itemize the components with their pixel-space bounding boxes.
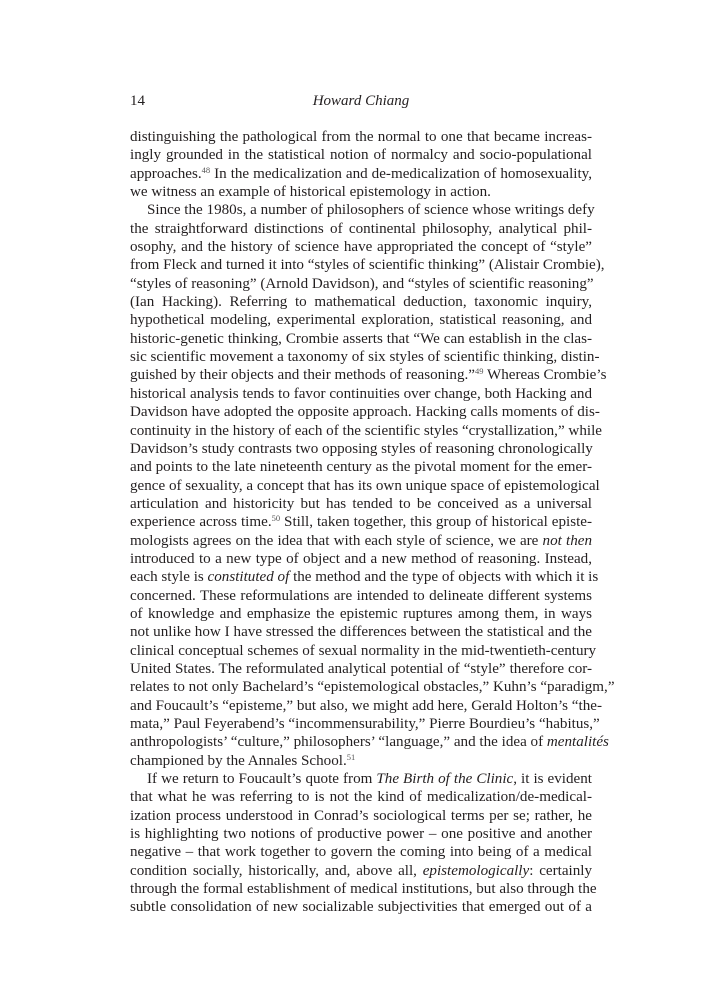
italic-text: The Birth of the Clinic [376,771,514,788]
text-line [130,128,592,146]
footnote-ref: 49 [474,366,484,377]
text-segment: continuity in the history of each of the scientific styles “crystallization,” while [130,422,602,439]
text-segment: mologists agrees on the idea that with each style of science, we are [130,532,543,549]
footnote-ref: 51 [346,751,356,762]
text-line [130,238,592,256]
text-line [130,348,600,366]
text-line [130,550,592,568]
text-segment: articulation and historicity but has tended to be conceived as a universal [130,495,592,512]
text-segment: and points to the late nineteenth century as the pivotal moment for the emer- [130,459,592,476]
text-line [130,220,592,238]
text-line [130,770,592,788]
text-segment: clinical conceptual schemes of sexual normality in the mid-twentieth-century [130,642,597,659]
text-segment: the method and the type of objects with which it is [289,569,599,586]
footnote-ref: 50 [271,513,281,524]
text-segment: (Ian Hacking). Referring to mathematical deduction, taxonomic inquiry, [130,294,592,311]
text-line [130,642,597,660]
text-segment: that what he was referring to is not the kind of medicalization/de-medical- [130,789,592,806]
text-segment: the straightforward distinctions of continental philosophy, analytical phil- [130,220,592,237]
text-segment: hypothetical modeling, experimental exploration, statistical reasoning, and [130,312,592,329]
text-segment: relates to not only Bachelard’s “epistemological obstacles,” Kuhn’s “paradigm,” [130,679,615,696]
text-segment: concerned. These reformulations are intended to delineate different systems [130,587,592,604]
text-line [130,422,602,440]
text-line [130,256,605,274]
text-line [130,458,592,476]
text-segment: historic-genetic thinking, Crombie asserts that “We can establish in the clas- [130,330,592,347]
text-segment: gence of sexuality, a concept that has its own unique space of epistemological [130,477,600,494]
text-segment: osophy, and the history of science have appropriated the concept of “style” [130,239,592,256]
text-line [130,532,592,550]
text-segment: and Foucault’s “episteme,” but also, we might add here, Gerald Holton’s “the- [130,697,602,714]
text-line [130,788,592,806]
text-line [130,275,592,293]
text-line [130,752,592,770]
text-line [130,715,600,733]
text-segment: distinguishing the pathological from the normal to one that became increas- [130,129,592,145]
italic-text: not then [542,532,592,549]
text-line [130,440,592,458]
text-segment: approaches. [130,165,202,182]
text-segment: : certainly [529,862,592,879]
text-line [130,605,592,623]
text-line [130,807,592,825]
text-segment: In the medicalization and de-medicalization of homosexuality, [210,165,592,182]
italic-text: mentalités [546,734,609,751]
text-line [130,825,592,843]
text-segment: Since the 1980s, a number of philosophers of science whose writings defy [147,202,595,219]
text-segment: Davidson have adopted the opposite approach. Hacking calls moments of dis- [130,404,600,421]
text-line [130,623,592,641]
text-line [130,678,615,696]
text-line [130,385,592,403]
text-segment: anthropologists’ “culture,” philosophers’ “language,” and the idea of [130,734,547,751]
text-segment: experience across time. [130,514,272,531]
page-number: 14 [130,93,145,109]
text-line [130,862,592,880]
text-line [130,146,592,164]
text-segment: sic scientific movement a taxonomy of six styles of scientific thinking, distin- [130,349,600,366]
text-line [130,201,595,219]
text-segment: mata,” Paul Feyerabend’s “incommensurability,” Pierre Bourdieu’s “habitus,” [130,716,600,732]
text-line [130,403,600,421]
text-segment: we witness an example of historical epistemology in action. [130,184,491,201]
text-line [130,660,592,678]
text-segment: negative – that work together to govern the coming into being of a medical [130,844,592,861]
text-segment: , it is evident [513,771,592,788]
text-line [130,568,599,586]
text-line [130,311,592,329]
text-line [130,587,592,605]
text-line [130,293,592,311]
page-header [130,93,592,115]
text-segment: Davidson’s study contrasts two opposing styles of reasoning chronologically [130,440,593,457]
running-head: Howard Chiang [312,93,410,109]
text-line [130,366,607,384]
text-segment: of knowledge and emphasize the epistemic ruptures among them, in ways [130,605,592,622]
text-line [130,330,592,348]
text-segment: each style is [130,569,208,586]
text-segment: Whereas Crombie’s [483,367,607,384]
text-line [130,477,600,495]
text-segment: “styles of reasoning” (Arnold Davidson), and “styles of scientific reasoning” [130,275,594,292]
italic-text: constituted of [207,569,290,586]
text-segment: subtle consolidation of new socializable subjectivities that emerged out of a [130,899,592,916]
text-segment: historical analysis tends to favor continuities over change, both Hacking and [130,385,592,402]
text-segment: If we return to Foucault’s quote from [147,771,377,788]
text-segment: championed by the Annales School. [130,752,347,769]
text-segment: Still, taken together, this group of historical episte- [280,514,592,531]
text-segment: ingly grounded in the statistical notion of normalcy and socio-populational [130,147,592,164]
text-segment: United States. The reformulated analytical potential of “style” therefore cor- [130,660,592,677]
text-line [130,843,592,861]
text-line [130,697,602,715]
text-line [130,513,592,531]
text-segment: from Fleck and turned it into “styles of scientific thinking” (Alistair Crombie), [130,257,605,274]
italic-text: epistemologically [422,862,530,879]
text-segment: condition socially, historically, and, above all, [130,862,423,879]
footnote-ref: 48 [201,164,211,175]
text-line [130,495,592,513]
text-line [130,733,609,751]
body-text [130,128,615,917]
text-line [130,898,592,916]
text-segment: guished by their objects and their methods of reasoning.” [130,367,475,384]
text-line [130,165,592,183]
text-line [130,183,592,201]
text-segment: not unlike how I have stressed the differences between the statistical and the [130,624,592,641]
text-segment: through the formal establishment of medical institutions, but also through the [130,881,597,898]
text-segment: ization process understood in Conrad’s sociological terms per se; rather, he [130,807,592,824]
text-segment: is highlighting two notions of productive power – one positive and another [130,826,592,843]
text-line [130,880,597,898]
text-segment: introduced to a new type of object and a new method of reasoning. Instead, [130,550,592,567]
